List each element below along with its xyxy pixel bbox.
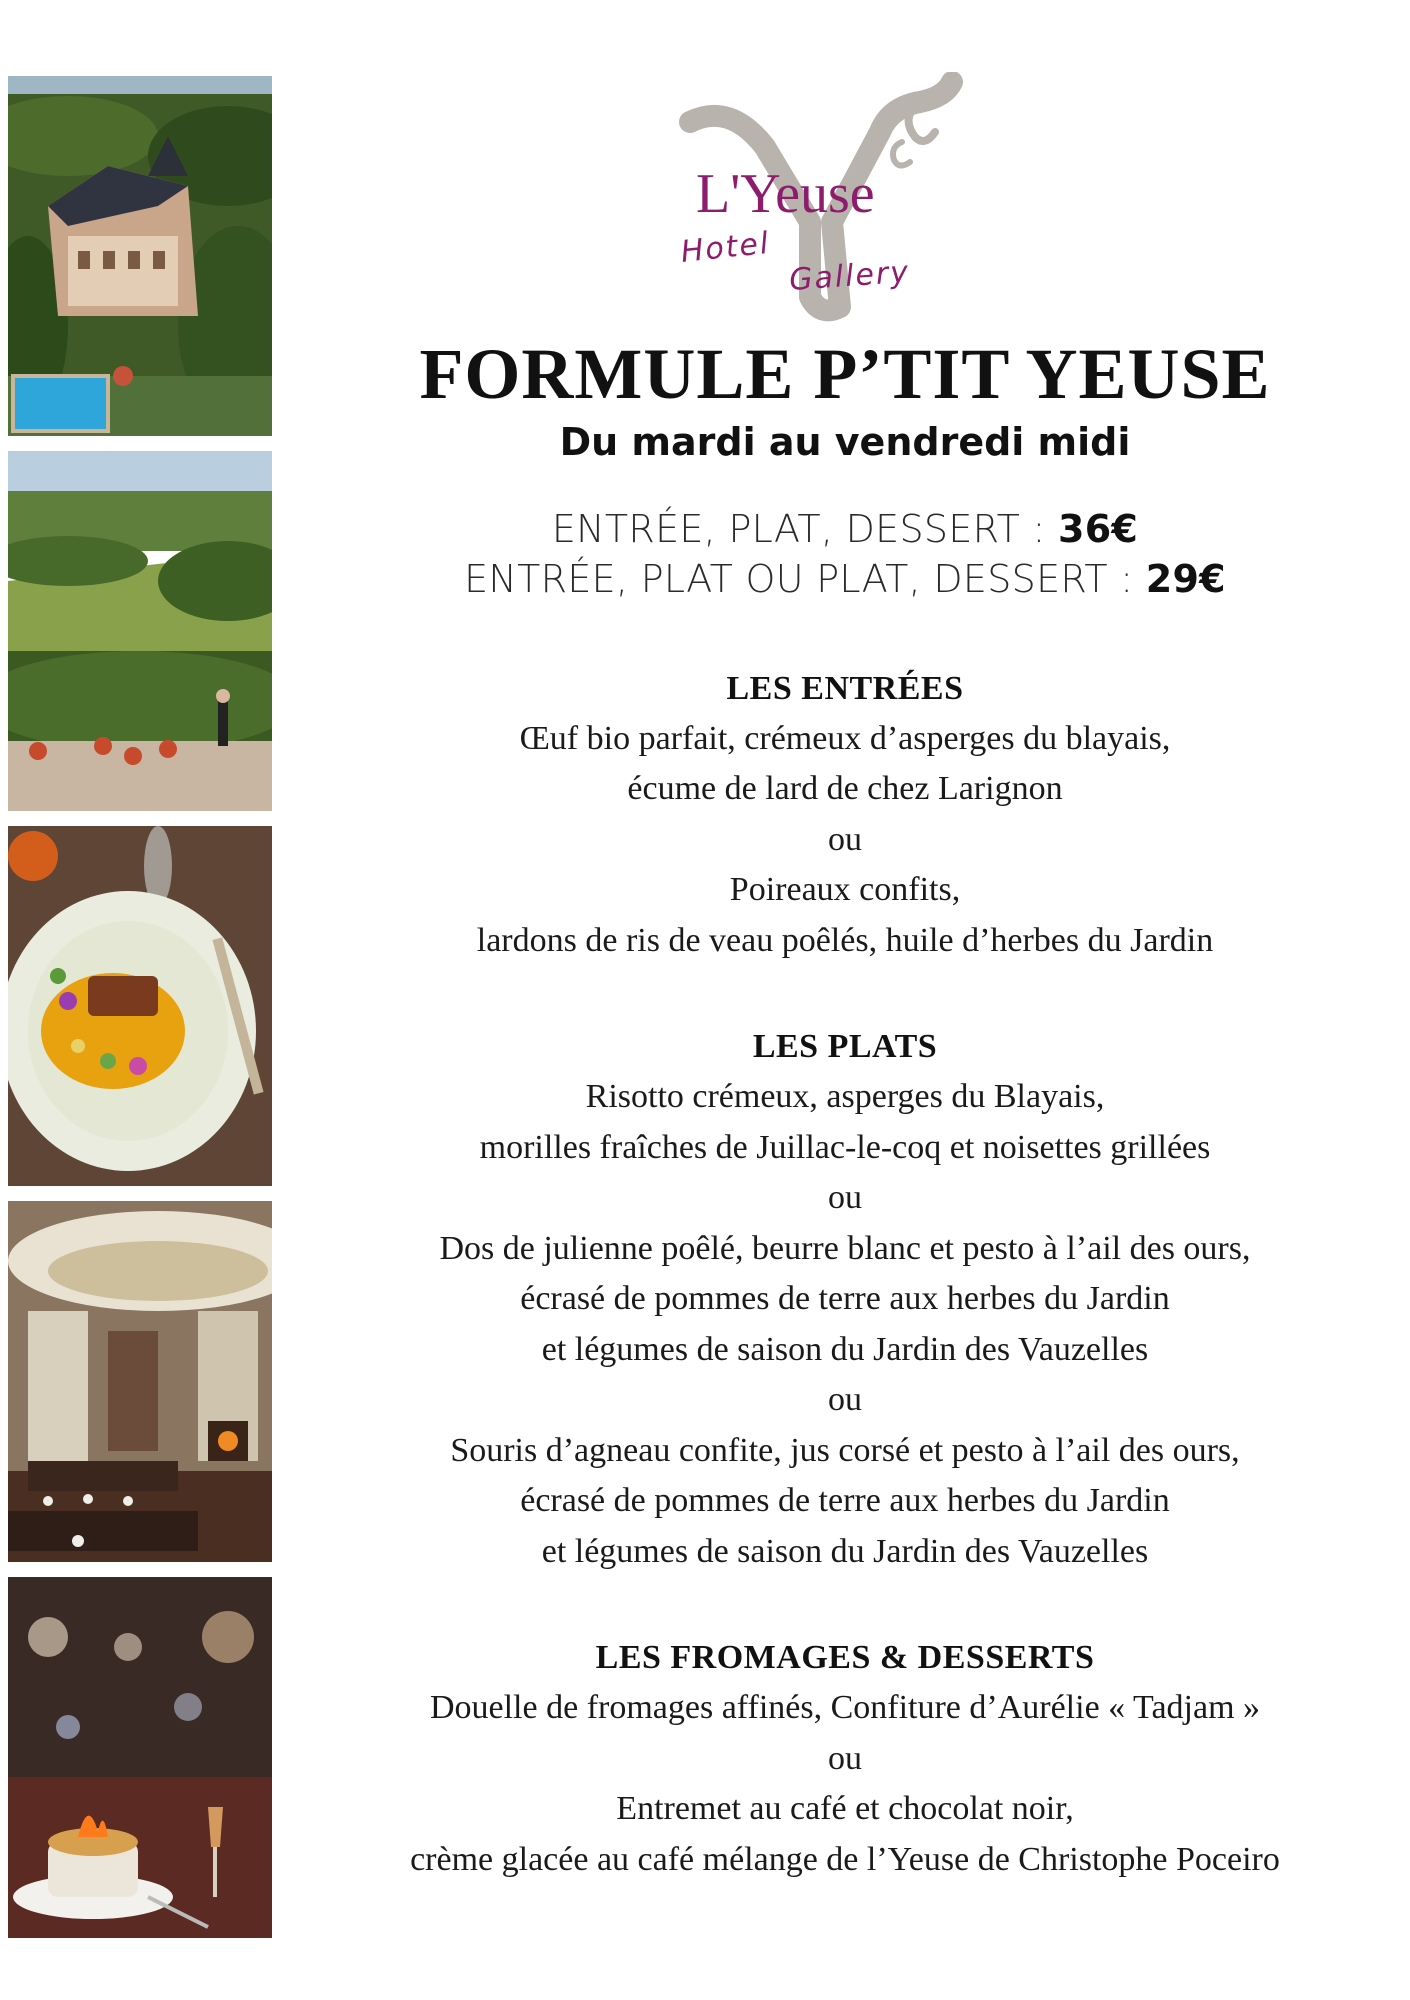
logo-brand-text: L'Yeuse	[696, 163, 875, 225]
or-separator: ou	[828, 820, 862, 858]
dish-line: et légumes de saison du Jardin des Vauzelles	[541, 1532, 1149, 1570]
section-title: LES FROMAGES & DESSERTS	[595, 1639, 1095, 1677]
dish-line: Douelle de fromages affinés, Confiture d’Aurélie « Tadjam »	[429, 1689, 1261, 1727]
dish-line: écrasé de pommes de terre aux herbes du Jardin	[520, 1482, 1170, 1520]
section-title: LES ENTRÉES	[726, 669, 964, 707]
dish-line: Œuf bio parfait, crémeux d’asperges du blayais,	[519, 719, 1171, 757]
terrace-view-photo	[8, 451, 272, 811]
or-separator: ou	[828, 1381, 862, 1419]
dish-line: écrasé de pommes de terre aux herbes du Jardin	[520, 1280, 1170, 1318]
flambe-dessert-photo	[8, 1577, 272, 1938]
page-title: FORMULE P’TIT YEUSE	[419, 334, 1271, 414]
section-desserts	[320, 1633, 1370, 1885]
or-separator: ou	[828, 1179, 862, 1217]
or-separator: ou	[828, 1739, 862, 1777]
hotel-logo	[670, 72, 970, 322]
dish-line: Risotto crémeux, asperges du Blayais,	[585, 1078, 1105, 1116]
dish-line: et légumes de saison du Jardin des Vauzelles	[541, 1330, 1149, 1368]
price-line-two-courses: ENTRÉE, PLAT OU PLAT, DESSERT : 29€	[464, 556, 1226, 601]
section-title: LES PLATS	[752, 1028, 938, 1066]
dish-line: Dos de julienne poêlé, beurre blanc et pesto à l’ail des ours,	[439, 1229, 1251, 1267]
menu-content	[320, 334, 1370, 1885]
section-plats	[320, 1022, 1370, 1577]
section-entrees	[320, 664, 1370, 967]
dish-line: écume de lard de chez Larignon	[627, 770, 1063, 808]
dish-line: Entremet au café et chocolat noir,	[616, 1790, 1074, 1828]
dish-line: morilles fraîches de Juillac-le-coq et noisettes grillées	[479, 1128, 1211, 1166]
dish-line: lardons de ris de veau poêlés, huile d’herbes du Jardin	[476, 921, 1214, 959]
dish-line: Souris d’agneau confite, jus corsé et pesto à l’ail des ours,	[450, 1431, 1240, 1469]
pricing-block	[320, 504, 1370, 604]
plated-dish-photo	[8, 826, 272, 1186]
chateau-aerial-photo	[8, 76, 272, 436]
dish-line: crème glacée au café mélange de l’Yeuse de Christophe Poceiro	[410, 1840, 1280, 1878]
dish-line: Poireaux confits,	[729, 871, 961, 909]
logo-hotel-text: Hotel	[679, 225, 772, 270]
page-subtitle: Du mardi au vendredi midi	[559, 420, 1131, 464]
price-line-three-courses: ENTRÉE, PLAT, DESSERT : 36€	[551, 506, 1139, 551]
menu-sections	[320, 664, 1370, 1886]
logo-gallery-text: Gallery	[788, 254, 912, 298]
dining-room-photo	[8, 1201, 272, 1562]
